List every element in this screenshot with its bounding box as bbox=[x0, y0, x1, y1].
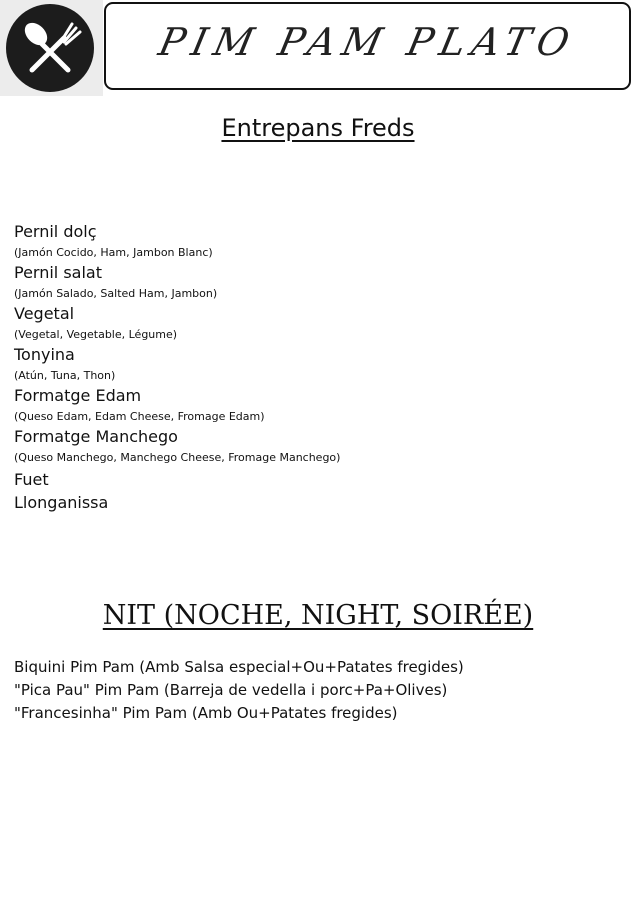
list-item: "Pica Pau" Pim Pam (Barreja de vedella i porc+Pa+Olives) bbox=[14, 681, 448, 699]
item-name: Pernil salat bbox=[14, 263, 102, 282]
cold-sandwich-list bbox=[14, 222, 614, 514]
fork-spoon-icon bbox=[6, 4, 94, 92]
night-menu-list bbox=[14, 656, 629, 725]
item-translation: (Atún, Tuna, Thon) bbox=[14, 369, 116, 382]
item-name: Formatge Edam bbox=[14, 386, 142, 405]
list-item: "Francesinha" Pim Pam (Amb Ou+Patates fregides) bbox=[14, 704, 398, 722]
item-translation: (Vegetal, Vegetable, Légume) bbox=[14, 328, 178, 341]
brand-banner bbox=[104, 2, 631, 90]
item-translation: (Jamón Salado, Salted Ham, Jambon) bbox=[14, 287, 218, 300]
list-item: Biquini Pim Pam (Amb Salsa especial+Ou+Patates fregides) bbox=[14, 658, 464, 676]
item-name: Fuet bbox=[14, 470, 49, 489]
list-item bbox=[14, 427, 614, 468]
list-item bbox=[14, 263, 614, 304]
item-name: Pernil dolç bbox=[14, 222, 97, 241]
list-item bbox=[14, 345, 614, 386]
item-name: Llonganissa bbox=[14, 493, 109, 512]
logo bbox=[0, 0, 103, 96]
night-menu-title: NIT (NOCHE, NIGHT, SOIRÉE) bbox=[102, 600, 534, 631]
item-name: Vegetal bbox=[14, 304, 75, 323]
brand-name: PIM PAM PLATO bbox=[154, 20, 581, 64]
item-name: Formatge Manchego bbox=[14, 427, 178, 446]
cold-sandwiches-title: Entrepans Freds bbox=[221, 114, 415, 142]
item-translation: (Jamón Cocido, Ham, Jambon Blanc) bbox=[14, 246, 213, 259]
item-translation: (Queso Manchego, Manchego Cheese, Fromage Manchego) bbox=[14, 451, 341, 464]
list-item bbox=[14, 468, 614, 491]
item-name: Tonyina bbox=[14, 345, 75, 364]
list-item bbox=[14, 386, 614, 427]
list-item bbox=[14, 491, 614, 514]
list-item bbox=[14, 304, 614, 345]
list-item bbox=[14, 222, 614, 263]
item-translation: (Queso Edam, Edam Cheese, Fromage Edam) bbox=[14, 410, 265, 423]
